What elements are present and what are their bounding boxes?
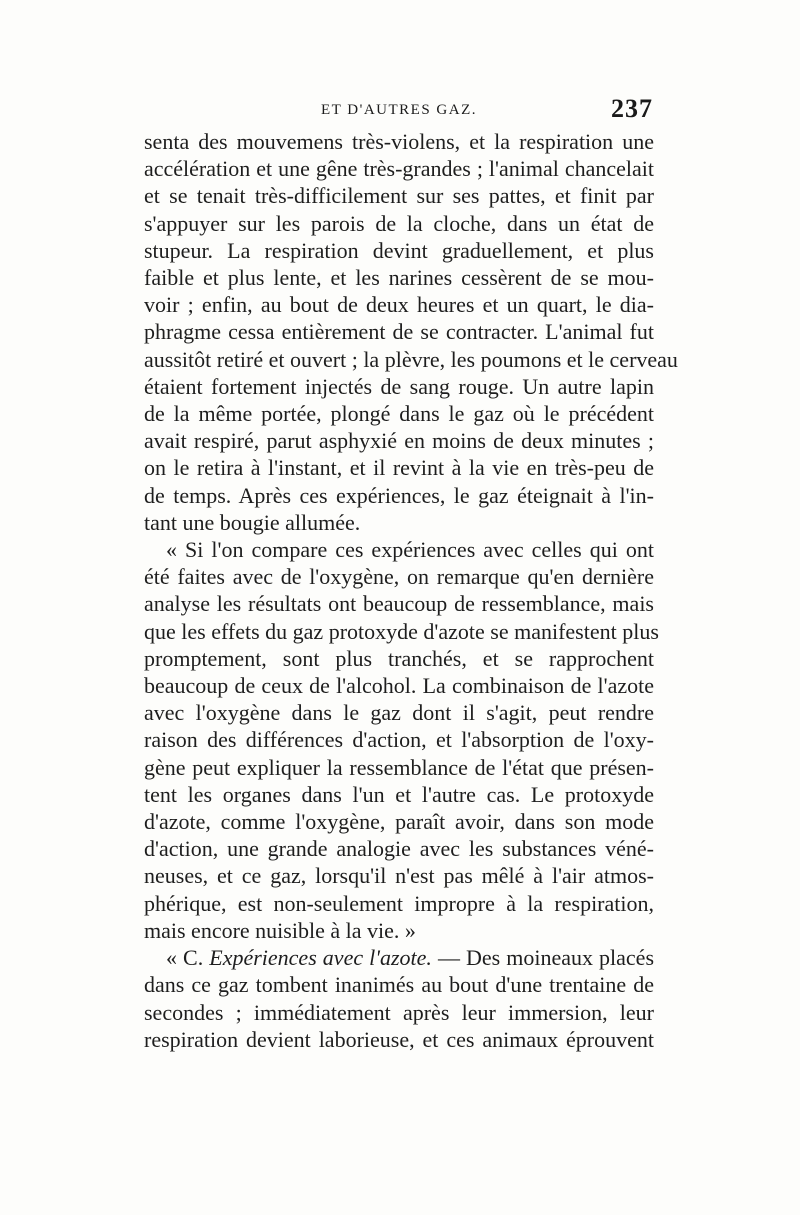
text-line: on le retira à l'instant, et il revint à la vie en très-peu de bbox=[144, 455, 654, 481]
text-line: beaucoup de ceux de l'alcohol. La combinaison de l'azote bbox=[144, 673, 654, 699]
text-line: accélération et une gêne très-grandes ; l'animal chancelait bbox=[144, 156, 654, 182]
body-text bbox=[144, 128, 678, 1053]
text-line: de temps. Après ces expériences, le gaz éteignait à l'in- bbox=[144, 482, 654, 508]
text-line: neuses, et ce gaz, lorsqu'il n'est pas mêlé à l'air atmos- bbox=[144, 863, 654, 889]
text-line: senta des mouvemens très-violens, et la respiration une bbox=[144, 129, 654, 154]
text-line: avait respiré, parut asphyxié en moins de deux minutes ; bbox=[144, 428, 654, 454]
text-line: stupeur. La respiration devint graduellement, et plus bbox=[144, 237, 654, 263]
running-head: ET D'AUTRES GAZ. bbox=[320, 102, 477, 118]
paragraph-3 bbox=[144, 944, 654, 1053]
text-line: s'appuyer sur les parois de la cloche, dans un état de bbox=[144, 210, 654, 236]
text-line: tent les organes dans l'un et l'autre cas. Le protoxyde bbox=[144, 781, 654, 807]
text-line: étaient fortement injectés de sang rouge. Un autre lapin bbox=[144, 373, 654, 399]
text-line: tant une bougie allumée. bbox=[144, 509, 361, 535]
text-line: que les effets du gaz protoxyde d'azote se manifestent plus bbox=[144, 618, 659, 644]
text-line: et se tenait très-difficilement sur ses pattes, et finit par bbox=[144, 183, 654, 209]
text-line: de la même portée, plongé dans le gaz où le précédent bbox=[144, 401, 654, 427]
text-line: raison des différences d'action, et l'absorption de l'oxy- bbox=[144, 727, 654, 753]
section-title: Expériences avec l'azote. bbox=[209, 945, 432, 971]
text-line: mais encore nuisible à la vie. » bbox=[144, 917, 416, 943]
text-line: analyse les résultats ont beaucoup de ressemblance, mais bbox=[144, 591, 654, 617]
text-line: gène peut expliquer la ressemblance de l'état que présen- bbox=[144, 754, 654, 780]
section-lead-rest: — Des moineaux placés bbox=[431, 945, 655, 971]
section-heading-line bbox=[144, 944, 654, 971]
paragraph-2 bbox=[144, 536, 659, 944]
page-header bbox=[145, 94, 653, 124]
text-line: phérique, est non-seulement impropre à la respiration, bbox=[144, 890, 654, 916]
section-lead: « C. bbox=[166, 945, 210, 971]
text-line: « Si l'on compare ces expériences avec celles qui ont bbox=[166, 537, 654, 563]
text-line: d'action, une grande analogie avec les substances véné- bbox=[144, 836, 654, 862]
paragraph-1 bbox=[144, 128, 678, 536]
text-line: été faites avec de l'oxygène, on remarque qu'en dernière bbox=[144, 564, 654, 590]
page-number: 237 bbox=[611, 94, 653, 123]
text-line: promptement, sont plus tranchés, et se rapprochent bbox=[144, 645, 654, 671]
text-line: phragme cessa entièrement de se contracter. L'animal fut bbox=[144, 319, 654, 345]
text-line: avec l'oxygène dans le gaz dont il s'agit, peut rendre bbox=[144, 700, 654, 726]
text-line: faible et plus lente, et les narines cessèrent de se mou- bbox=[144, 265, 654, 291]
text-line: aussitôt retiré et ouvert ; la plèvre, les poumons et le cerveau bbox=[144, 346, 678, 372]
text-line: secondes ; immédiatement après leur immersion, leur bbox=[144, 999, 654, 1025]
text-line: dans ce gaz tombent inanimés au bout d'une trentaine de bbox=[144, 972, 654, 998]
text-line: d'azote, comme l'oxygène, paraît avoir, dans son mode bbox=[144, 809, 654, 835]
text-line: voir ; enfin, au bout de deux heures et un quart, le dia- bbox=[144, 292, 654, 318]
text-line: respiration devient laborieuse, et ces animaux éprouvent bbox=[144, 1026, 654, 1052]
